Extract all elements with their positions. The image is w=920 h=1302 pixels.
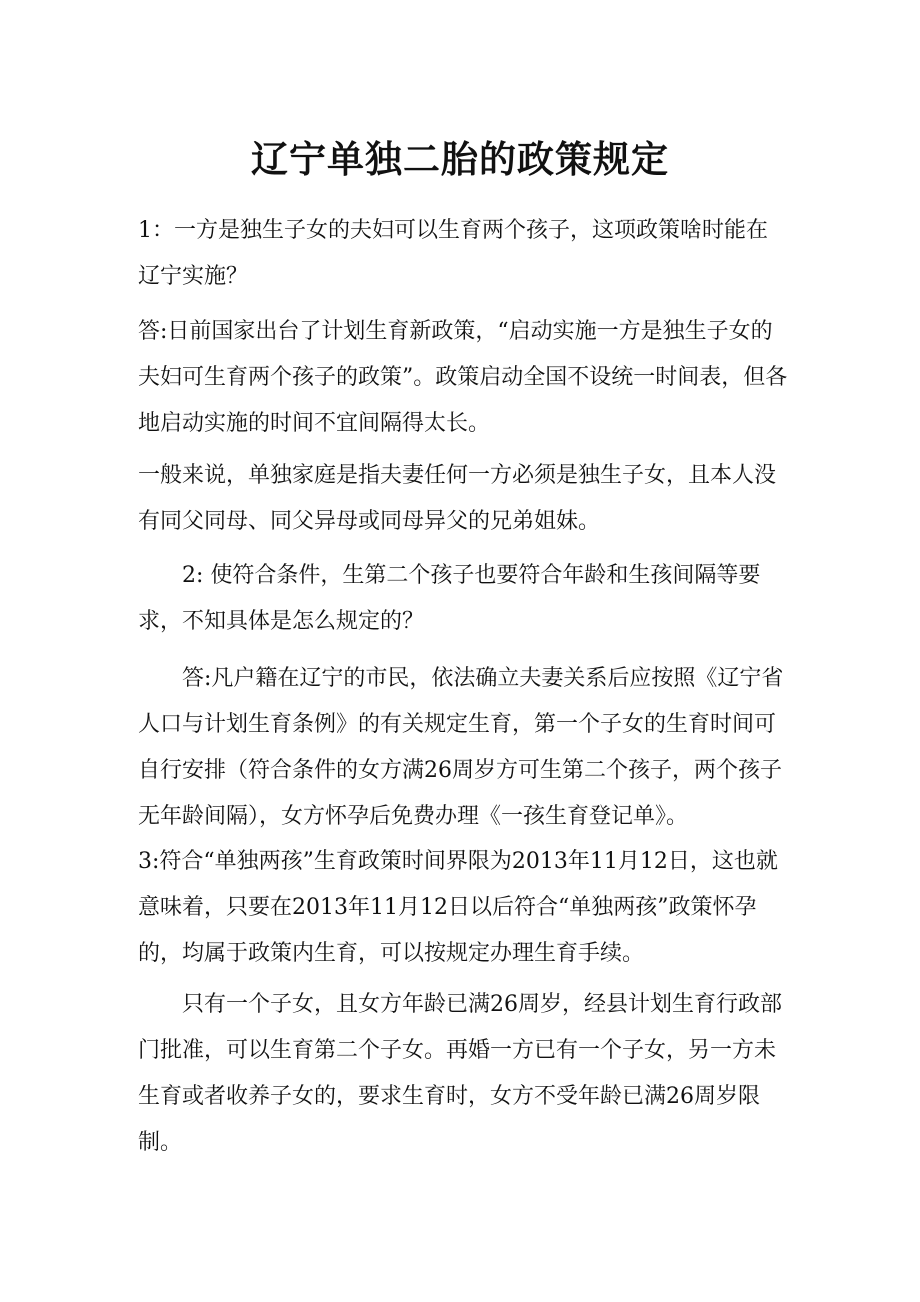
paragraph-answer-2: 答:凡户籍在辽宁的市民，依法确立夫妻关系后应按照《辽宁省人口与计划生育条例》的有关规定生育，第一个子女的生育时间可自行安排（符合条件的女方满26周岁方可生第二个孩子，两个孩子无年龄间隔），女方怀孕后免费办理《一孩生育登记单》。 — [138, 666, 784, 829]
paragraph-single-family-definition: 一般来说，单独家庭是指夫妻任何一方必须是独生子女，且本人没有同父同母、同父异母或同母异父的兄弟姐妹。 — [138, 463, 777, 534]
paragraph-item-3: 3:符合“单独两孩”生育政策时间界限为2013年11月12日，这也就意味着，只要在2013年11月12日以后符合“单独两孩”政策怀孕的，均属于政策内生育，可以按规定办理生育手续。 — [138, 849, 778, 966]
paragraph-answer-1: 答:日前国家出台了计划生育新政策，“启动实施一方是独生子女的夫妇可生育两个孩子的政策”。政策启动全国不设统一时间表，但各地启动实施的时间不宜间隔得太长。 — [138, 319, 788, 436]
document-title: 辽宁单独二胎的政策规定 — [251, 137, 669, 181]
paragraph-question-1: 1：一方是独生子女的夫妇可以生育两个孩子，这项政策啥时能在辽宁实施？ — [138, 218, 768, 289]
paragraph-question-2: 2: 使符合条件，生第二个孩子也要符合年龄和生孩间隔等要求，不知具体是怎么规定的？ — [138, 563, 761, 634]
paragraph-second-child-conditions: 只有一个子女，且女方年龄已满26周岁，经县计划生育行政部门批准，可以生育第二个子女。再婚一方已有一个子女，另一方未生育或者收养子女的，要求生育时，女方不受年龄已满26周岁限制。 — [138, 992, 782, 1155]
